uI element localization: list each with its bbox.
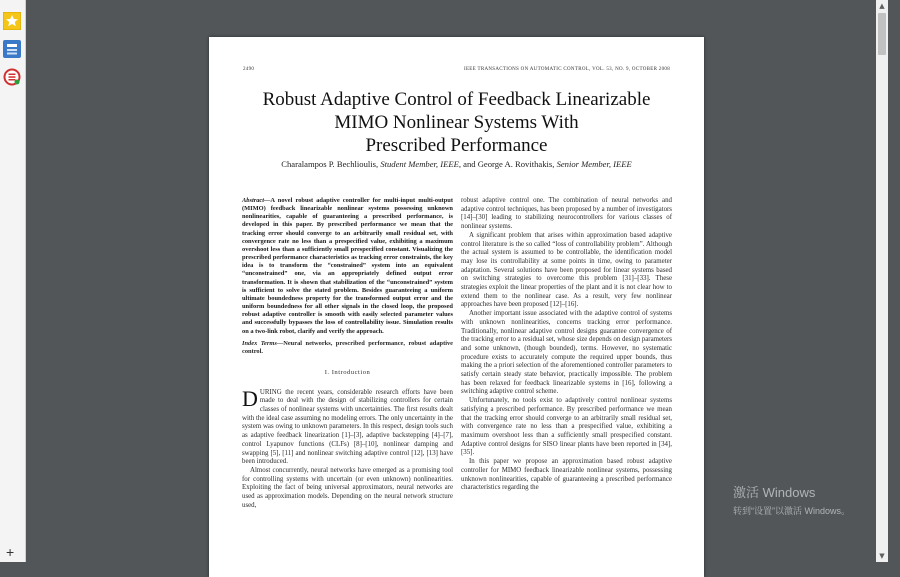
pdf-page [209,37,704,577]
section-heading: I. Introduction [324,368,371,376]
vertical-scrollbar[interactable] [876,0,888,562]
add-button[interactable]: + [6,544,15,560]
left-sidebar [0,0,26,562]
paragraph: In this paper we propose an approximation based robust adaptive controller for MIMO feedback linearizable nonlinear systems, possessing unknown nonlinearities, capable of guaranteeing a prescribed performance characteristics regarding the [461,458,672,492]
bookmark-star-icon[interactable] [3,12,21,30]
scrollbar-thumb[interactable] [878,13,886,55]
drop-cap: D [242,385,258,411]
title-line: Robust Adaptive Control of Feedback Linearizable [262,89,651,110]
paragraph-text: URING the recent years, considerable research efforts have been made to deal with the design of stabilizing controllers for certain classes of nonlinear systems with uncertainties. The first results dealt with the ideal case assuming no modeling errors. The only uncertainty in the system was owing to unknown parameters. In this respect, design tools such as adaptive feedback linearization [1]–[3], adaptive backstepping [4]–[7], control Lyapunov functions (CLFs) [8]–[10], nonlinear damping and swapping [5], [11] and nonlinear switching adaptive control [12], [13] have been introduced. [242,388,453,466]
journal-header: IEEE TRANSACTIONS ON AUTOMATIC CONTROL, VOL. 53, NO. 9, OCTOBER 2008 [463,67,670,72]
stamp-icon[interactable] [3,68,21,86]
index-terms-text: Neural networks, prescribed performance, robust adaptive control. [242,339,453,355]
author-name: and George A. Rovithakis, [463,159,555,169]
scroll-down-arrow-icon[interactable]: ▼ [879,552,885,560]
watermark-line: 激活 Windows [733,485,816,500]
paragraph: A significant problem that arises within approximation based adaptive control literature is the so called “loss of controllability problem”. Although the actual system is assumed to be controllable, the identification model may lose its controllability at some points in time, owing to parameter adaptation. Several solutions have been proposed for linear systems based on switching strategies to overcome this problem [31]–[33]. These strategies exploit the linear properties of the plant and it is not clear how to extend them to the nonlinear case. As a result, very few nonlinear approaches have been proposed [12]–[16]. [461,231,672,309]
index-terms-label: Index Terms— [242,339,284,347]
windows-activation-watermark [733,482,850,517]
right-column [461,197,672,493]
document-viewer[interactable] [26,0,888,562]
paragraph: Almost concurrently, neural networks have emerged as a promising tool for controlling systems with uncertain (or even unknown) nonlinearities. Exploiting the fact of being universal approximators, neural networks are used as approximation models. Depending on the neural network structure used, [242,467,453,509]
paragraph [242,385,453,467]
index-terms [242,340,453,356]
page-number: 2490 [243,67,255,72]
scroll-up-arrow-icon[interactable]: ▲ [879,2,885,10]
paper-title [229,88,684,157]
title-line: MIMO Nonlinear Systems With [334,112,579,133]
abstract-label: Abstract— [242,197,271,204]
abstract-text: A novel robust adaptive controller for multi-input multi-output (MIMO) feedback linearizable nonlinear systems possessing unknown nonlinearities, capable of guaranteeing a prescribed performance, is developed in this paper. By prescribed performance we mean that the tracking error should converge to an arbitrarily small residual set, with convergence rate no less than a prespecified value, exhibiting a maximum overshoot less than a sufficiently small prespecified constant. Visualizing the prescribed performance characteristics as tracking error constraints, the key idea is to transform the “constrained” system into an equivalent “unconstrained” one, via an appropriately defined output error transformation. It is shown that stabilization of the “unconstrained” system is sufficient to solve the stated problem. Besides guaranteeing a uniform ultimate boundedness property for the transformed output error and the uniform boundedness for all other signals in the closed loop, the proposed robust adaptive controller is smooth with easily selected parameter values and successfully bypasses the loss of controllability issue. Simulation results on a two-link robot, clarify and verify the approach. [242,197,453,335]
author-name: Charalampos P. Bechlioulis, [281,159,379,169]
paragraph: Another important issue associated with the adaptive control of systems with unknown nonlinearities, concerns tracking error performance. Traditionally, nonlinear adaptive control designs guarantee convergence of the tracking error to a residual set, whose size depends on design parameters and some unknown, (though bounded), terms. However, no systematic procedure exists to accurately compute the required upper bounds, thus making the a priori selection of the aforementioned controller parameters to satisfy certain steady state behavior, practically impossible. The problem has been relaxed for feedback linearizable systems in [16], following a switching adaptive control scheme. [461,310,672,396]
author-role: Senior Member, IEEE [556,159,632,169]
watermark-line: 转到“设置”以激活 Windows。 [733,506,851,516]
abstract [242,197,453,336]
left-column [242,197,453,511]
title-line: Prescribed Performance [365,135,548,156]
author-role: Student Member, IEEE, [380,159,461,169]
author-line [229,159,684,169]
page-thumbnails-icon[interactable] [3,40,21,58]
paragraph: Unfortunately, no tools exist to adaptively control nonlinear systems satisfying a prescribed performance. By prescribed performance we mean that the tracking error should converge to an arbitrarily small residual set, with convergence rate no less than a prespecified value, exhibiting a maximum overshoot less than a sufficiently small prespecified constant. Adaptive control designs for SISO linear plants have been reported in [34], [35]. [461,397,672,457]
paragraph: robust adaptive control one. The combination of neural networks and adaptive control techniques, has been proposed by a number of investigators [14]–[30] leading to stabilizing neurocontrollers for various classes of nonlinear systems. [461,197,672,231]
